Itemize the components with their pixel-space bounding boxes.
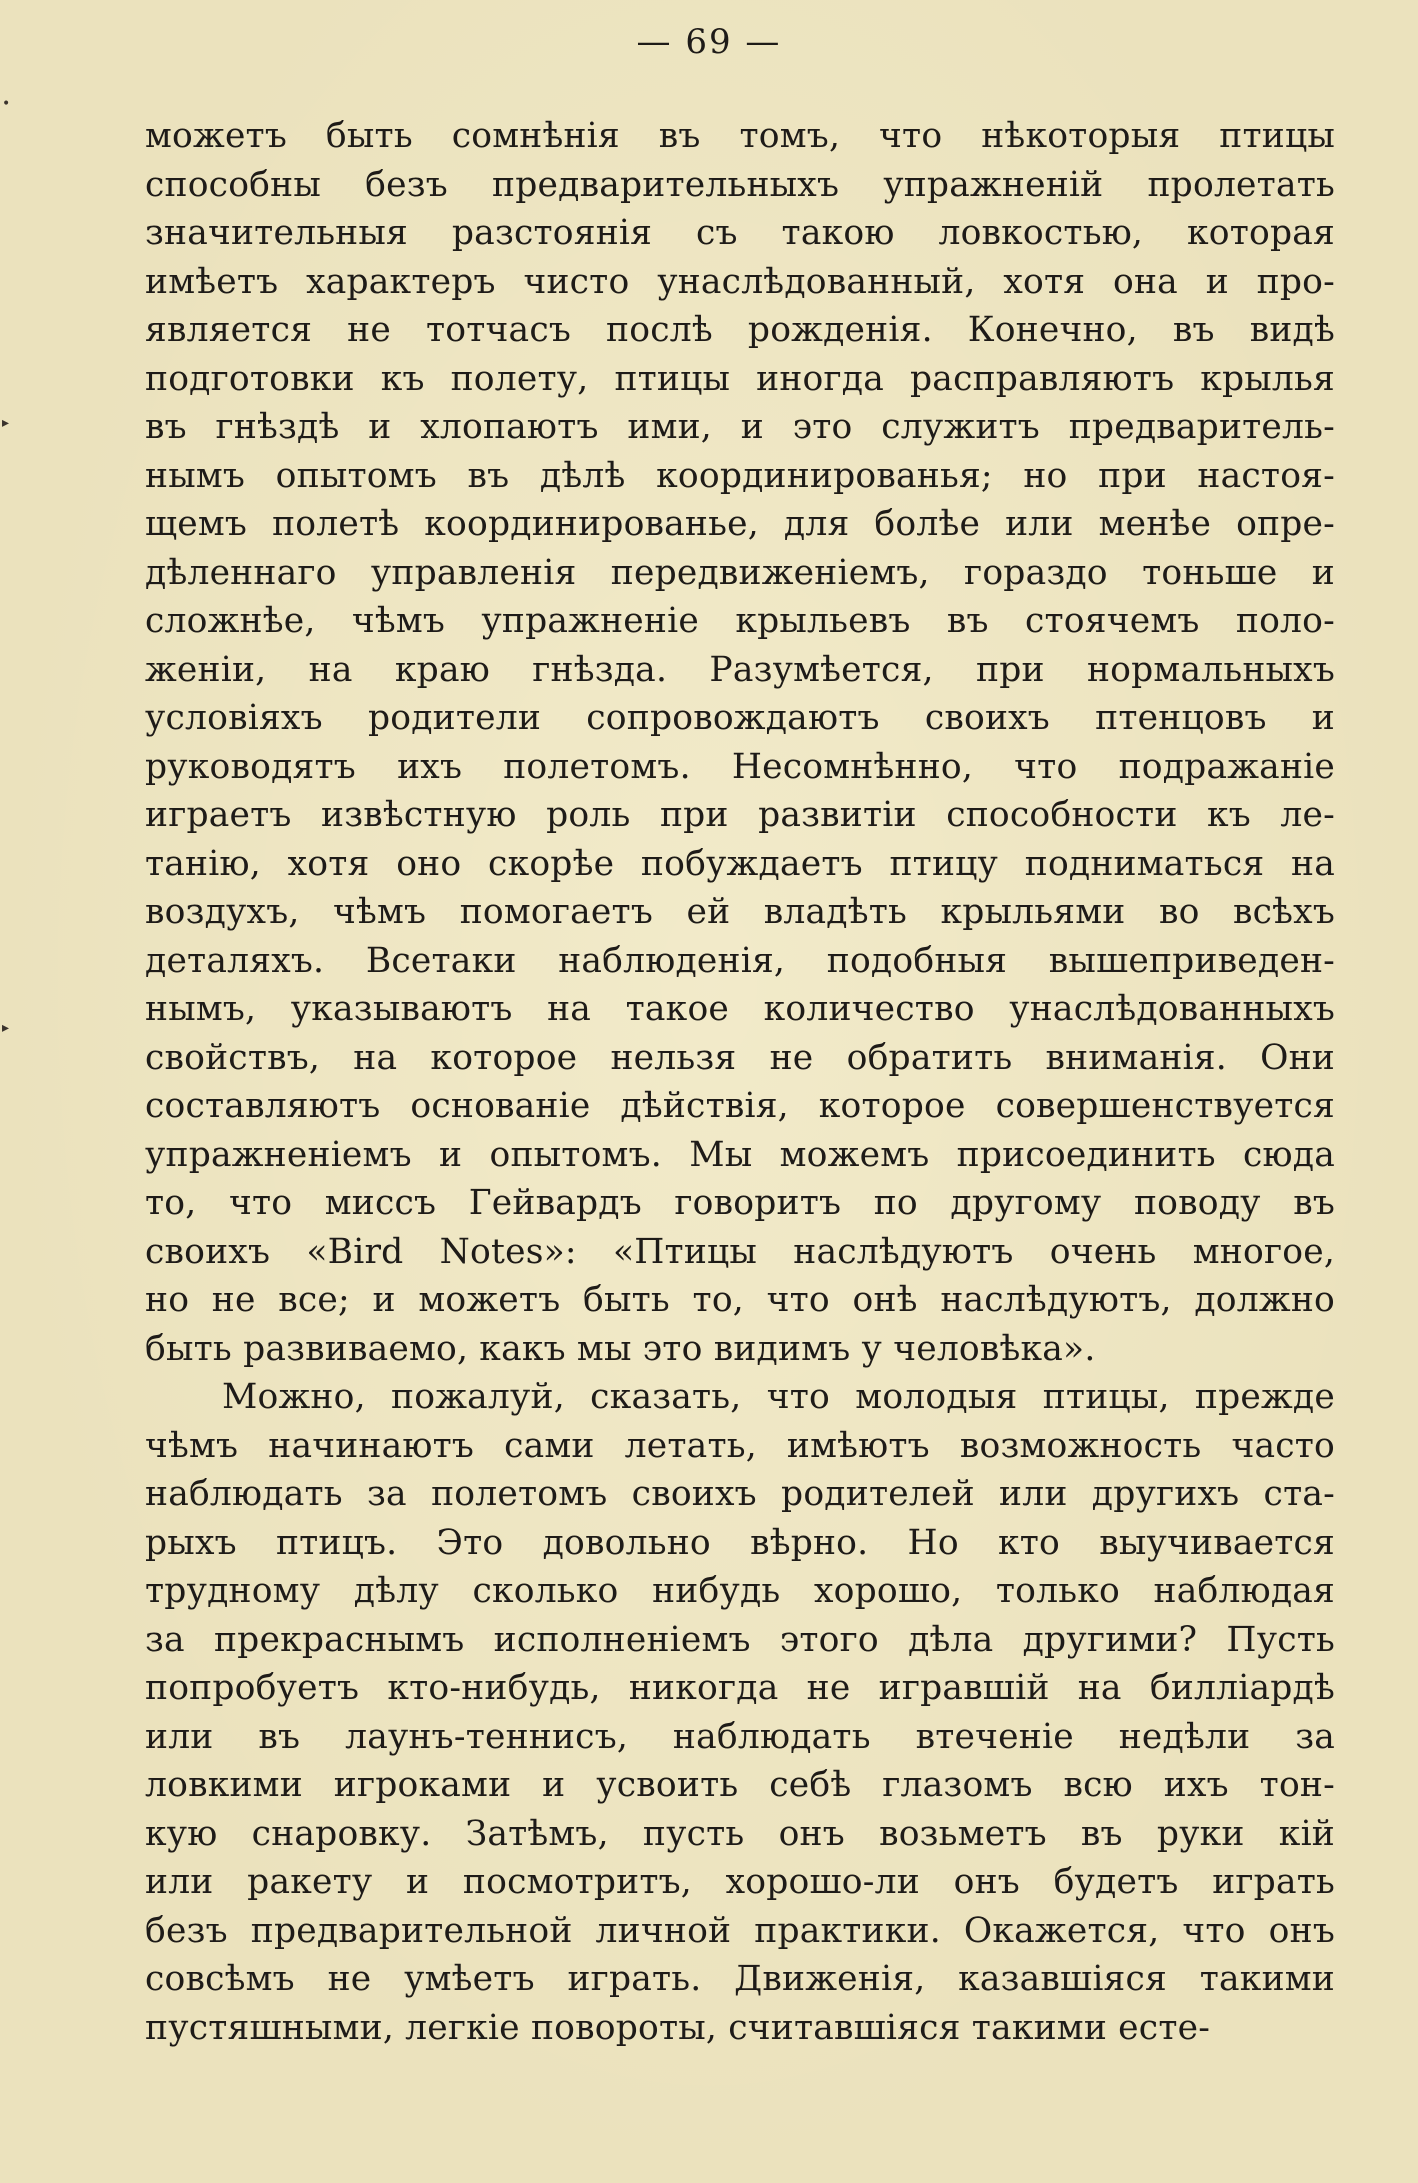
text-line: дѣленнаго управленія передвиженіемъ, гораздо тоньше и — [145, 552, 1335, 593]
text-line: рыхъ птицъ. Это довольно вѣрно. Но кто выучивается — [145, 1522, 1335, 1563]
text-line: безъ предварительной личной практики. Окажется, что онъ — [145, 1910, 1335, 1951]
text-line: условіяхъ родители сопровождаютъ своихъ птенцовъ и — [145, 698, 1335, 738]
text-line: наблюдать за полетомъ своихъ родителей или другихъ ста- — [145, 1474, 1335, 1514]
text-line: женіи, на краю гнѣзда. Разумѣется, при нормальныхъ — [145, 649, 1335, 690]
text-line: имѣетъ характеръ чисто унаслѣдованный, хотя она и про- — [145, 261, 1335, 302]
paragraph-1 — [145, 112, 1335, 1373]
text-line: щемъ полетѣ координированье, для болѣе или менѣе опре- — [145, 504, 1335, 544]
text-line: своихъ «Bird Notes»: «Птицы наслѣдуютъ очень многое, — [145, 1231, 1335, 1272]
text-line: кую снаровку. Затѣмъ, пусть онъ возьметъ въ руки кій — [145, 1813, 1335, 1854]
text-line: чѣмъ начинаютъ сами летать, имѣютъ возможность часто — [145, 1425, 1335, 1466]
text-line: сложнѣе, чѣмъ упражненіе крыльевъ въ стоячемъ поло- — [145, 601, 1335, 641]
page-number: — 69 — — [636, 22, 782, 62]
text-line: можетъ быть сомнѣнія въ томъ, что нѣкоторыя птицы — [145, 116, 1335, 156]
text-line: но не все; и можетъ быть то, что онѣ наслѣдуютъ, должно — [145, 1280, 1335, 1320]
text-line: способны безъ предварительныхъ упражненій пролетать — [145, 164, 1335, 205]
text-line: значительныя разстоянія съ такою ловкостью, которая — [145, 213, 1335, 253]
text-line: ловкими игроками и усвоить себѣ глазомъ всю ихъ тон- — [145, 1765, 1335, 1805]
paragraph-2 — [145, 1373, 1335, 2052]
text-line: составляютъ основаніе дѣйствія, которое совершенствуется — [145, 1086, 1335, 1126]
text-line: воздухъ, чѣмъ помогаетъ ей владѣть крыльями во всѣхъ — [145, 892, 1335, 932]
text-line: подготовки къ полету, птицы иногда расправляютъ крылья — [145, 358, 1335, 399]
text-line: нымъ, указываютъ на такое количество унаслѣдованныхъ — [145, 989, 1335, 1029]
text-line: или въ лаунъ-теннисъ, наблюдать втеченіе недѣли за — [145, 1716, 1335, 1757]
text-line: или ракету и посмотритъ, хорошо-ли онъ будетъ играть — [145, 1862, 1335, 1902]
text-line: играетъ извѣстную роль при развитіи способности къ ле- — [145, 795, 1335, 835]
text-line: руководятъ ихъ полетомъ. Несомнѣнно, что подражаніе — [145, 746, 1335, 787]
text-line: въ гнѣздѣ и хлопаютъ ими, и это служитъ предваритель- — [145, 407, 1335, 447]
text-line: совсѣмъ не умѣетъ играть. Движенія, казавшіяся такими — [145, 1959, 1335, 1999]
text-line: за прекраснымъ исполненіемъ этого дѣла другими? Пусть — [145, 1619, 1335, 1660]
margin-mark: ▸ — [2, 415, 10, 431]
text-line: является не тотчасъ послѣ рожденія. Конечно, въ видѣ — [145, 310, 1335, 350]
text-line: нымъ опытомъ въ дѣлѣ координированья; но при настоя- — [145, 455, 1335, 496]
text-line: упражненіемъ и опытомъ. Мы можемъ присоединить сюда — [145, 1134, 1335, 1175]
text-line: танію, хотя оно скорѣе побуждаетъ птицу подниматься на — [145, 843, 1335, 884]
margin-mark: • — [2, 96, 11, 112]
text-line: пустяшными, легкіе повороты, считавшіяся такими есте- — [145, 2007, 1211, 2048]
text-line: попробуетъ кто-нибудь, никогда не игравшій на билліардѣ — [145, 1668, 1335, 1708]
body-text — [145, 112, 1335, 2052]
text-line: Можно, пожалуй, сказать, что молодыя птицы, прежде — [222, 1377, 1335, 1417]
text-line: быть развиваемо, какъ мы это видимъ у человѣка». — [145, 1328, 1096, 1369]
text-line: то, что миссъ Гейвардъ говоритъ по другому поводу въ — [145, 1183, 1335, 1223]
margin-mark: ▸ — [2, 1020, 10, 1036]
text-line: трудному дѣлу сколько нибудь хорошо, только наблюдая — [145, 1571, 1335, 1611]
text-line: свойствъ, на которое нельзя не обратить вниманія. Они — [145, 1037, 1335, 1078]
text-line: деталяхъ. Всетаки наблюденія, подобныя вышеприведен- — [145, 940, 1335, 981]
